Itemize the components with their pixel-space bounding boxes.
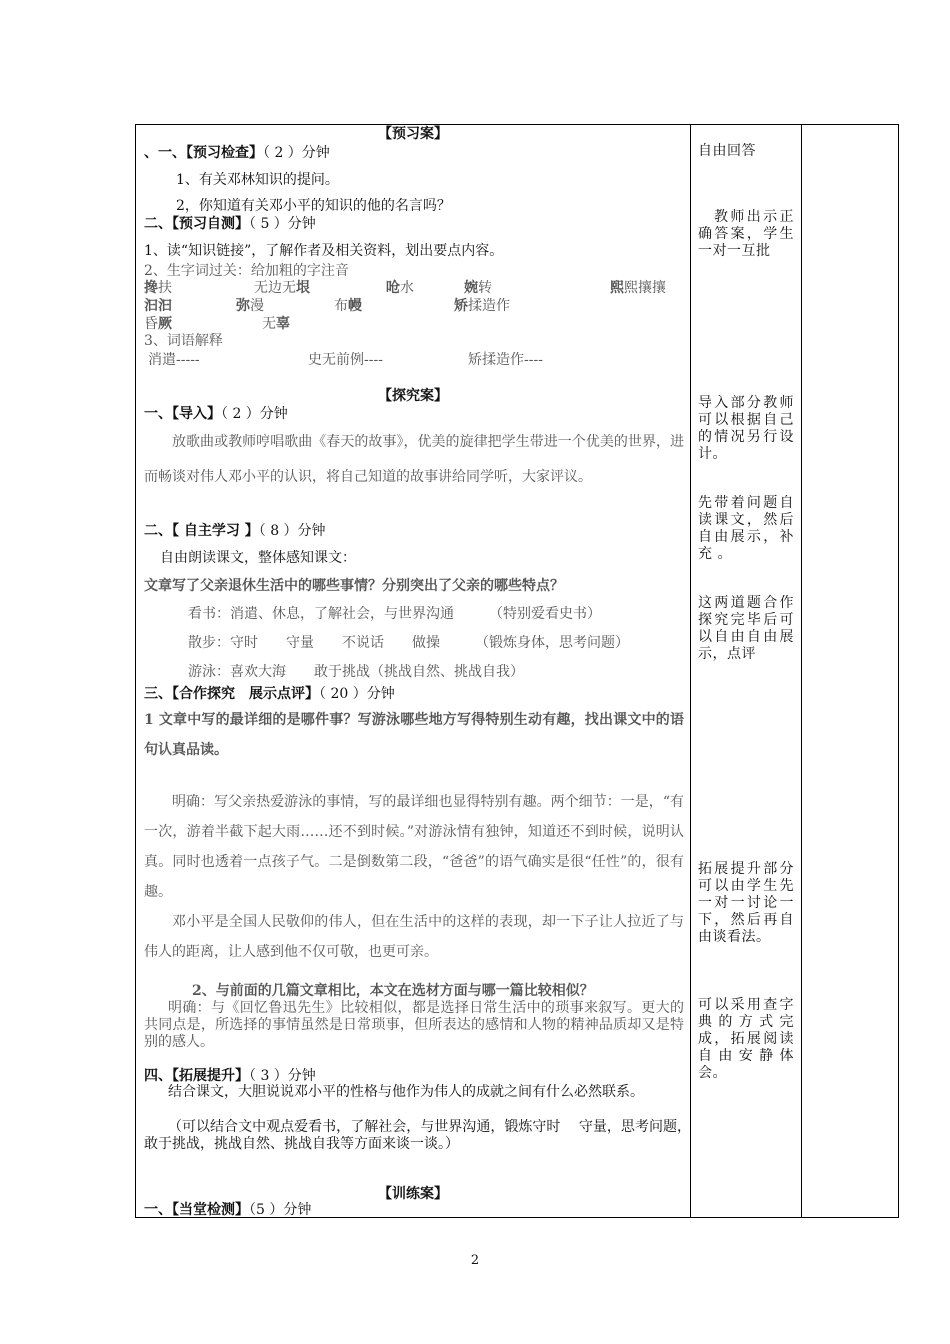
extend-text: 结合课文，大胆说说邓小平的性格与他作为伟人的成就之间有什么必然联系。	[168, 1084, 644, 1100]
sidebar-note: 教师出示正确答案，学生一对一互批	[698, 209, 794, 259]
sidebar-note: 拓展提升部分可以由学生先一对一讨论一下，然后再自由谈看法。	[698, 861, 794, 945]
extend-hint: （可以结合文中观点爱看书，了解社会，与世界沟通，锻炼守时 守量，思考问题， 敢于挑战，挑战自然、挑战自我等方面来谈一谈。）	[144, 1119, 703, 1152]
vocab-word: 无边无垠	[254, 280, 310, 296]
vocab-word: 昏厥	[144, 316, 172, 332]
preview-section-title: 【预习案】	[378, 126, 448, 142]
training-section-title: 【训练案】	[378, 1186, 448, 1202]
sidebar-note: 自由回答	[698, 143, 756, 159]
in-class-check-heading: 一、【当堂检测】（5 ）分钟	[144, 1202, 312, 1218]
vocab-word: 无辜	[262, 316, 290, 332]
intro-text: 放歌曲或教师哼唱歌曲《春天的故事》，优美的旋律把学生带进一个优美的世界，进而畅谈对伟人邓小平的认识，将自己知道的故事讲给同学听，大家评议。	[144, 434, 684, 485]
read-free-instruction: 自由朗读课文，整体感知课文：	[160, 550, 356, 566]
explain-item: 史无前例----	[308, 352, 383, 368]
intro-heading: 一、【导入】（ 2 ）分钟	[144, 406, 288, 422]
answer-line: 散步：守时 守量 不说话 做操 （锻炼身体，思考问题）	[188, 635, 629, 651]
coop-question-2: 2、与前面的几篇文章相比，本文在选材方面与哪一篇比较相似？	[192, 983, 594, 999]
lesson-plan-table	[135, 124, 899, 1218]
preview-check-heading: 、一、【预习检查】（ 2 ）分钟	[144, 145, 330, 161]
vocab-word: 熙熙攘攘	[610, 280, 666, 296]
check-question-1: 1、有关邓林知识的提问。	[176, 172, 339, 188]
vocab-intro: 2、生字词过关：给加粗的字注音	[144, 263, 349, 279]
vocab-word: 弥漫	[236, 298, 264, 314]
explain-item: 矫揉造作----	[468, 352, 543, 368]
column-divider	[690, 125, 691, 1217]
self-study-heading: 二、【 自主学习 】（ 8 ）分钟	[144, 523, 326, 539]
extend-heading: 四、【拓展提升】（ 3 ）分钟	[144, 1068, 316, 1084]
vocab-word: 布幔	[334, 298, 362, 314]
vocab-word: 呛水	[386, 280, 414, 296]
coop-answer-2: 明确：与《回忆鲁迅先生》比较相似，都是选择日常生活中的琐事来叙写。更大的共同点是，所选择的事情虽然是日常琐事，但所表达的感情和人物的精神品质却又是特别的感人。	[144, 1000, 684, 1050]
answer-line: 游泳：喜欢大海 敢于挑战（挑战自然、挑战自我）	[188, 664, 524, 680]
self-test-heading: 二、【预习自测】（ 5 ）分钟	[144, 216, 316, 232]
vocab-word: 矫揉造作	[454, 298, 510, 314]
column-divider	[801, 125, 802, 1217]
question-1: 文章写了父亲退休生活中的哪些事情？分别突出了父亲的哪些特点？	[144, 578, 564, 594]
vocab-word: 汩汩	[144, 298, 172, 314]
check-question-2: 2，你知道有关邓小平的知识的他的名言吗？	[176, 198, 451, 214]
explain-title: 3、词语解释	[144, 333, 223, 349]
sidebar-note: 导入部分教师可以根据自己的情况另行设计。	[698, 395, 794, 462]
vocab-word: 婉转	[464, 280, 492, 296]
sidebar-note: 可以采用查字典的方式完成，拓展阅读自由安静体会。	[698, 997, 794, 1081]
vocab-word: 搀扶	[144, 280, 172, 296]
coop-answer-1-continued: 邓小平是全国人民敬仰的伟人，但在生活中的这样的表现，却一下子让人拉近了与伟人的距离，让人感到他不仅可敬，也更可亲。	[144, 914, 684, 960]
read-links-instruction: 1、读“知识链接”，了解作者及相关资料，划出要点内容。	[144, 243, 504, 259]
coop-heading: 三、【合作探究 展示点评】（ 20 ）分钟	[144, 686, 395, 702]
explore-section-title: 【探究案】	[378, 388, 448, 404]
page-number: 2	[470, 1253, 480, 1268]
answer-line: 看书：消遣、休息，了解社会，与世界沟通 （特别爱看史书）	[188, 606, 601, 622]
coop-answer-1: 明确：写父亲热爱游泳的事情，写的最详细也显得特别有趣。两个细节：一是，“有一次，游着半截下起大雨……还不到时候。”对游泳情有独钟，知道还不到时候，说明认真。同时也透着一点孩子气。二是倒数第二段，“爸爸”的语气确实是很“任性”的，很有趣。	[144, 794, 684, 900]
explain-item: 消遣-----	[148, 352, 200, 368]
sidebar-note: 这两道题合作探究完毕后可以自由自由展示，点评	[698, 595, 794, 662]
coop-question-1: 1 文章中写的最详细的是哪件事？写游泳哪些地方写得特别生动有趣，找出课文中的语句认真品读。	[144, 712, 684, 758]
sidebar-note: 先带着问题自读课文，然后自由展示，补充 。	[698, 495, 794, 562]
